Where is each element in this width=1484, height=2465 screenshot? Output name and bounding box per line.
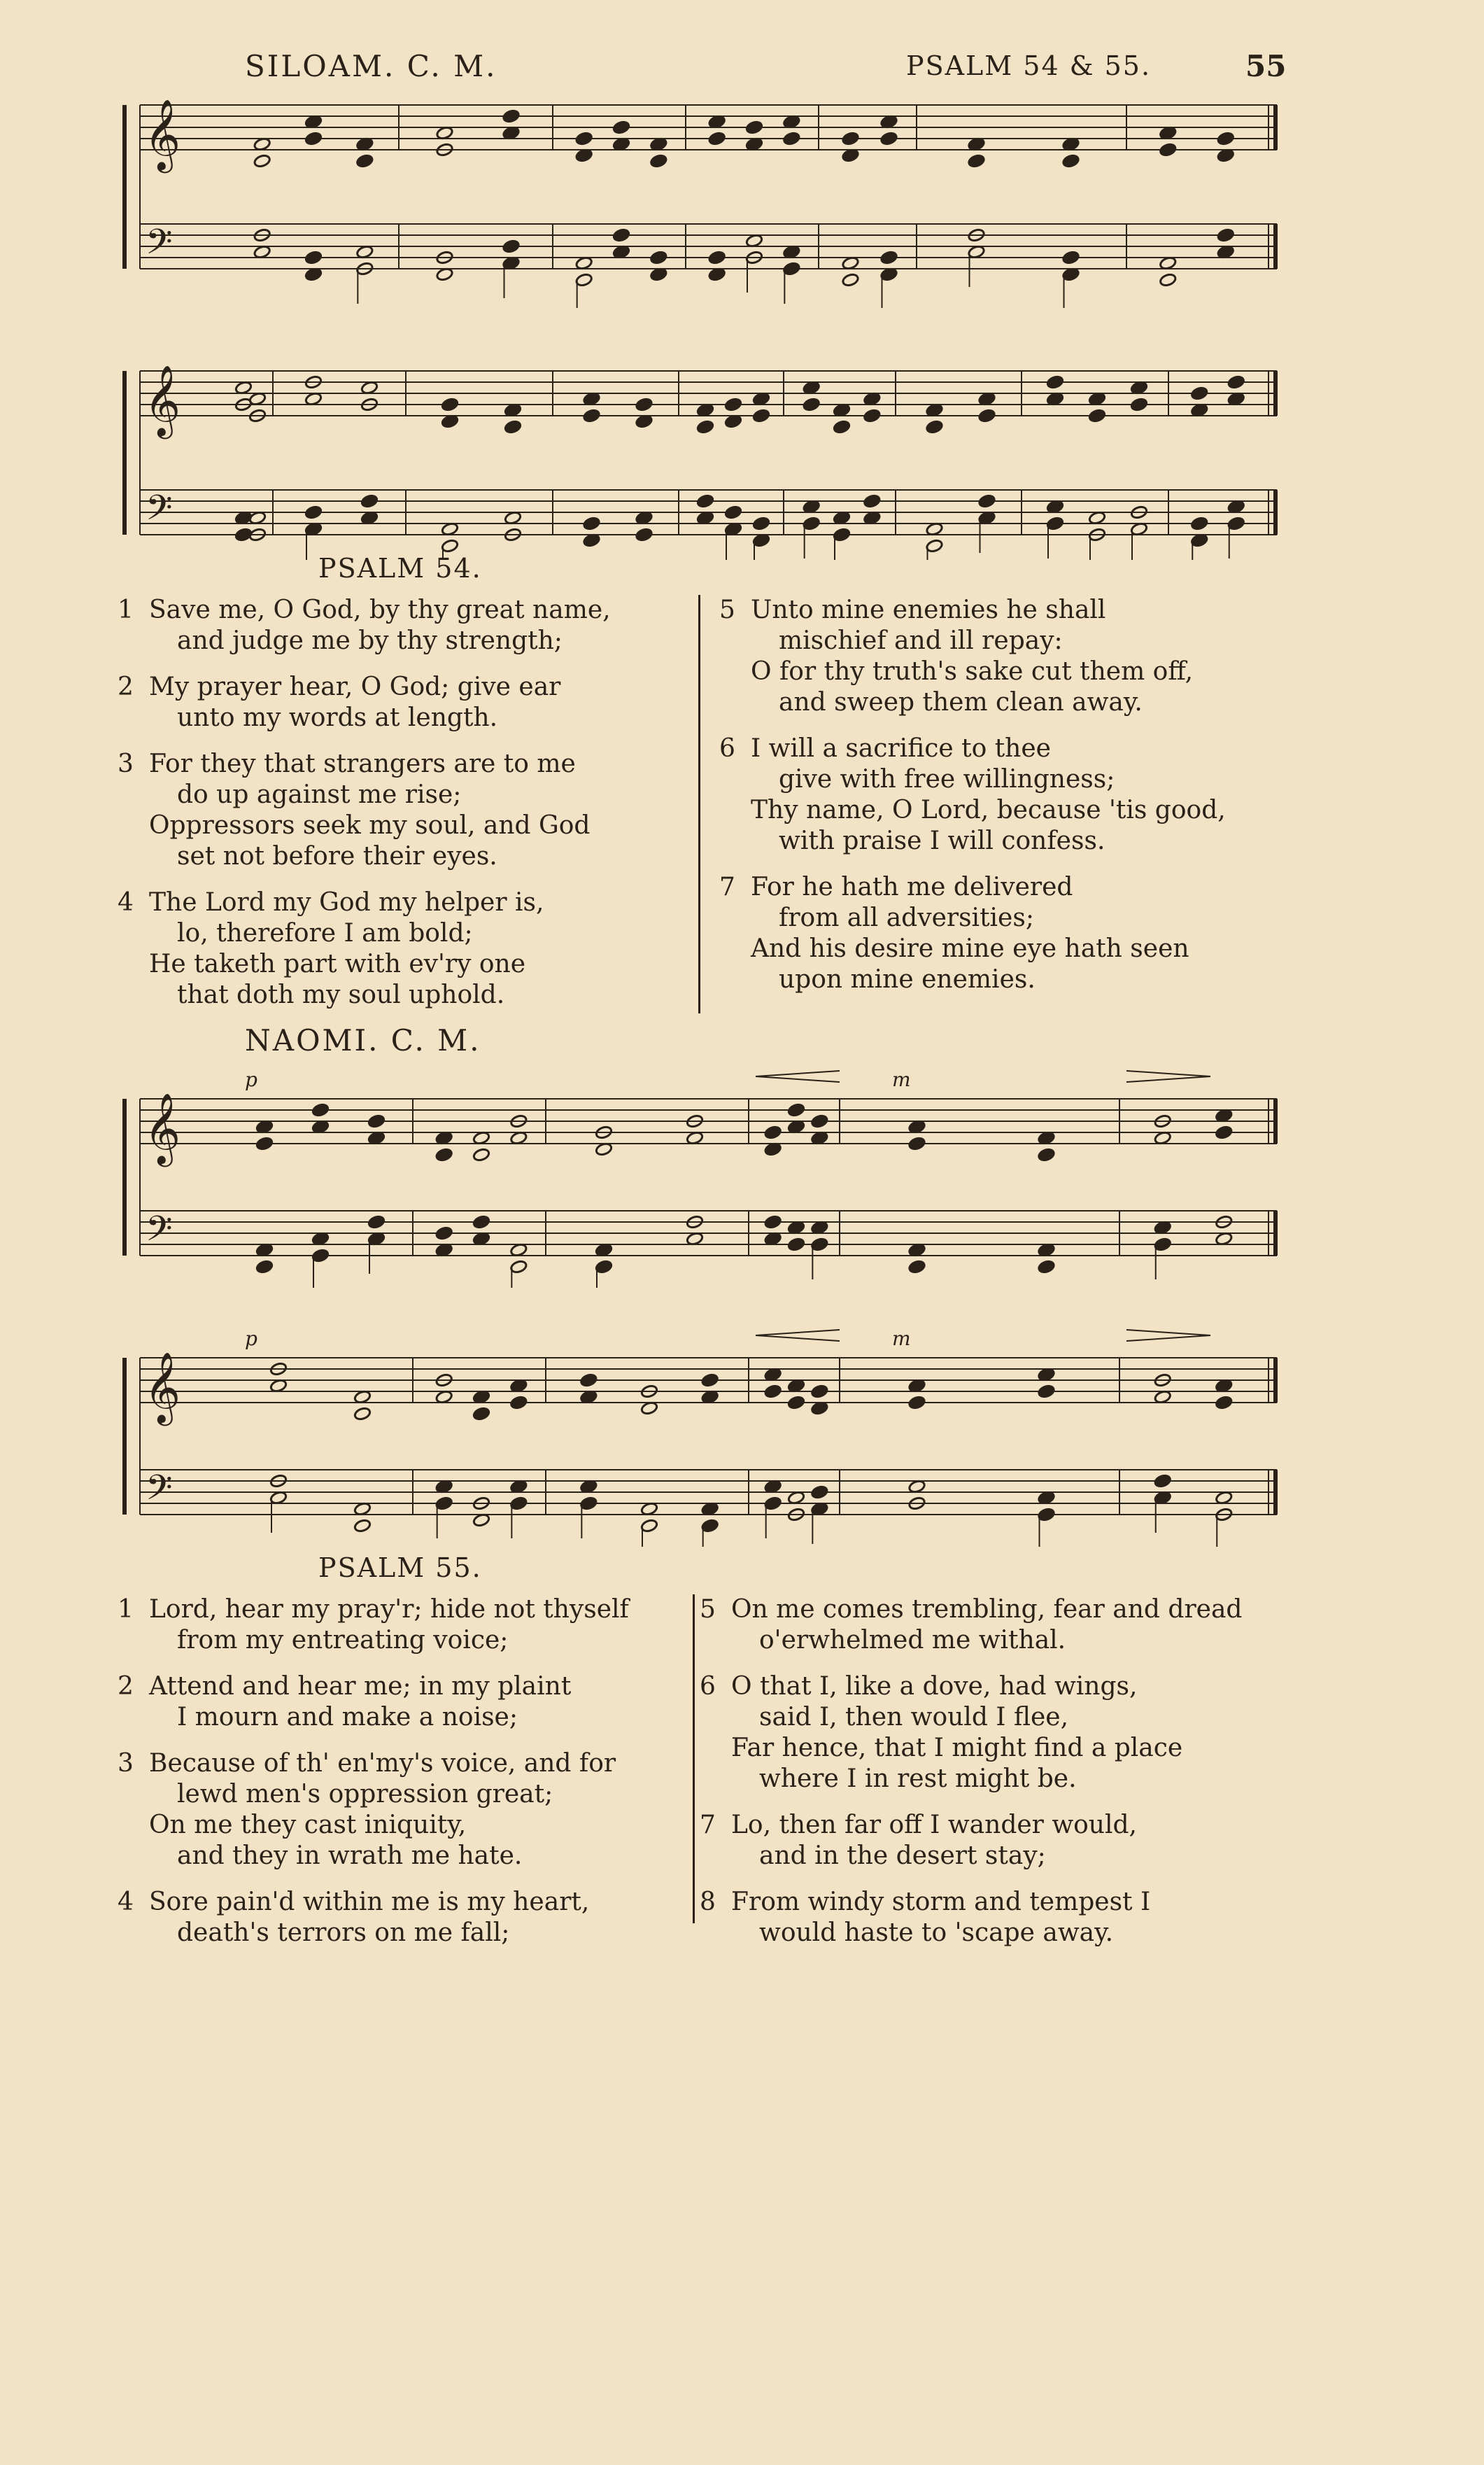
verse-text: On me comes trembling, fear and dread [731, 1595, 1243, 1624]
verse-text: Attend and hear me; in my plaint [149, 1672, 572, 1701]
verse-number: 2 [118, 1672, 134, 1701]
verse-line [118, 595, 611, 626]
tune-title-naomi: NAOMI. C. M. [245, 1023, 481, 1058]
verse-number: 6 [700, 1672, 716, 1701]
verse [118, 672, 611, 733]
music-system-siloam-2 [119, 350, 1280, 560]
svg-text:𝄞: 𝄞 [144, 1351, 181, 1423]
verse-line: And his desire mine eye hath seen [751, 934, 1189, 963]
dynamic-mezzo: m [892, 1068, 911, 1091]
svg-text:𝄢: 𝄢 [146, 1468, 173, 1517]
verse-line: and judge me by thy strength; [177, 626, 563, 655]
verse-line [118, 1887, 629, 1918]
tune-title-siloam: SILOAM. C. M. [245, 49, 497, 83]
verse-text: I will a sacrifice to thee [751, 734, 1051, 763]
sheet-music-naomi-2 [119, 1323, 1280, 1547]
psalm-55-right-column [700, 1594, 1242, 1964]
verse-line [118, 1671, 629, 1702]
verse-line [700, 1887, 1242, 1918]
dynamic-piano: p [245, 1327, 257, 1350]
svg-text:𝄞: 𝄞 [144, 364, 181, 436]
verse [719, 733, 1226, 857]
music-system-siloam-1 [119, 98, 1280, 308]
verse [118, 1671, 629, 1733]
verse-text: Lo, then far off I wander would, [731, 1811, 1137, 1839]
verse-line: death's terrors on me fall; [177, 1918, 510, 1947]
verse-line: said I, then would I flee, [759, 1703, 1069, 1732]
sheet-music-siloam-1 [119, 98, 1280, 308]
verse-text: For they that strangers are to me [149, 750, 576, 778]
sheet-music-naomi-1 [119, 1064, 1280, 1288]
verse-line [118, 672, 611, 703]
verse [700, 1594, 1242, 1656]
music-system-naomi-2 [119, 1323, 1280, 1547]
verse-line [118, 887, 611, 918]
verse-line: would haste to 'scape away. [759, 1918, 1114, 1947]
verse-number: 8 [700, 1888, 716, 1916]
svg-text:𝄢: 𝄢 [146, 488, 173, 537]
verse [118, 1887, 629, 1948]
verse-text: Unto mine enemies he shall [751, 596, 1106, 624]
verse-line [719, 872, 1226, 903]
verse-line [719, 733, 1226, 764]
verse-text: Sore pain'd within me is my heart, [149, 1888, 590, 1916]
sheet-music-siloam-2 [119, 350, 1280, 560]
verse-line [700, 1594, 1242, 1625]
verse-number: 7 [700, 1811, 716, 1839]
verse-line: Far hence, that I might find a place [731, 1734, 1183, 1762]
verse-line: I mourn and make a noise; [177, 1703, 518, 1732]
psalm-54-right-column [719, 595, 1226, 1011]
verse-line: give with free willingness; [779, 765, 1115, 794]
verse-number: 1 [118, 1595, 134, 1624]
verse-number: 3 [118, 1749, 134, 1778]
page-header [0, 49, 1484, 91]
verse-line: Thy name, O Lord, because 'tis good, [751, 796, 1226, 824]
verse-text: For he hath me delivered [751, 873, 1073, 901]
verse-number: 5 [719, 596, 735, 624]
column-divider [698, 595, 700, 1013]
verse-number: 5 [700, 1595, 716, 1624]
verse-line: where I in rest might be. [759, 1764, 1077, 1793]
verse-line: lewd men's oppression great; [177, 1780, 553, 1809]
dynamic-piano: p [245, 1068, 257, 1091]
verse-number: 2 [118, 673, 134, 701]
verse-line: O for thy truth's sake cut them off, [751, 657, 1194, 686]
verse-line [118, 1748, 629, 1779]
verse [118, 1748, 629, 1871]
svg-text:𝄞: 𝄞 [144, 98, 181, 170]
verse-text: The Lord my God my helper is, [149, 888, 544, 917]
psalm-range: PSALM 54 & 55. [906, 50, 1152, 81]
verse-number: 7 [719, 873, 735, 901]
verse-text: My prayer hear, O God; give ear [149, 673, 561, 701]
verse [719, 872, 1226, 995]
verse [700, 1671, 1242, 1795]
verse-line: lo, therefore I am bold; [177, 919, 473, 948]
svg-text:𝄢: 𝄢 [146, 222, 173, 271]
column-divider [693, 1594, 695, 1923]
psalm-54-left-column [118, 595, 611, 1026]
verse [700, 1810, 1242, 1871]
verse-number: 4 [118, 888, 134, 917]
verse [719, 595, 1226, 718]
verse-line: from my entreating voice; [177, 1626, 509, 1655]
verse-line: set not before their eyes. [177, 842, 497, 871]
music-system-naomi-1 [119, 1064, 1280, 1288]
verse-line [118, 749, 611, 780]
verse-line: unto my words at length. [177, 703, 498, 732]
verse [118, 749, 611, 872]
verse-number: 1 [118, 596, 134, 624]
psalm-55-title: PSALM 55. [318, 1552, 482, 1583]
verse-text: Because of th' en'my's voice, and for [149, 1749, 616, 1778]
verse-number: 6 [719, 734, 735, 763]
verse-line [719, 595, 1226, 626]
verse-line: with praise I will confess. [779, 827, 1105, 855]
verse-line: Oppressors seek my soul, and God [149, 811, 591, 840]
verse-line [700, 1671, 1242, 1702]
verse-line: from all adversities; [779, 904, 1034, 932]
svg-text:𝄢: 𝄢 [146, 1209, 173, 1258]
verse-line: o'erwhelmed me withal. [759, 1626, 1066, 1655]
verse [118, 595, 611, 656]
verse-line: and in the desert stay; [759, 1841, 1046, 1870]
verse [118, 1594, 629, 1656]
verse [118, 887, 611, 1011]
verse-line: On me they cast iniquity, [149, 1811, 467, 1839]
verse-text: O that I, like a dove, had wings, [731, 1672, 1138, 1701]
verse-text: Save me, O God, by thy great name, [149, 596, 611, 624]
verse-line: mischief and ill repay: [779, 626, 1063, 655]
page-number: 55 [1245, 49, 1287, 83]
svg-text:𝄞: 𝄞 [144, 1092, 181, 1164]
verse-line: He taketh part with ev'ry one [149, 950, 526, 978]
verse [700, 1887, 1242, 1948]
verse-line: do up against me rise; [177, 780, 462, 809]
verse-line [700, 1810, 1242, 1841]
verse-line: that doth my soul uphold. [177, 981, 505, 1009]
psalm-54-title: PSALM 54. [318, 553, 482, 584]
verse-line: upon mine enemies. [779, 965, 1036, 994]
verse-line: and they in wrath me hate. [177, 1841, 523, 1870]
verse-text: Lord, hear my pray'r; hide not thyself [149, 1595, 629, 1624]
verse-number: 4 [118, 1888, 134, 1916]
verse-line [118, 1594, 629, 1625]
psalm-55-left-column [118, 1594, 629, 1964]
verse-text: From windy storm and tempest I [731, 1888, 1151, 1916]
verse-number: 3 [118, 750, 134, 778]
verse-line: and sweep them clean away. [779, 688, 1143, 717]
dynamic-mezzo: m [892, 1327, 911, 1350]
